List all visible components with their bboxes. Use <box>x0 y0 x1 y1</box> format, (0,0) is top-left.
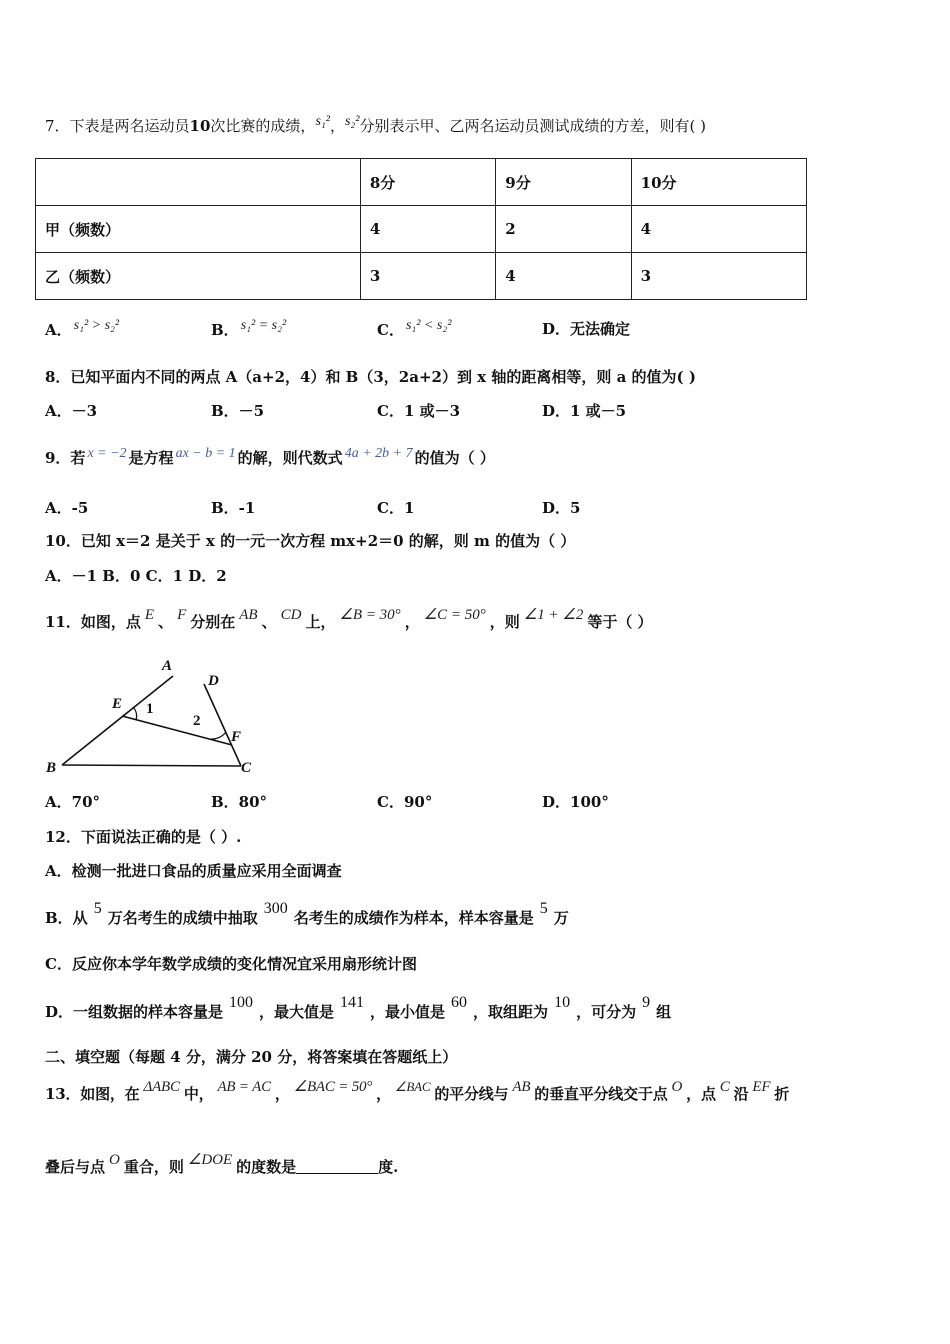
angle-2-arc <box>210 732 226 739</box>
q13-text: 度. <box>378 1158 399 1176</box>
q9-text: 的解，则代数式 <box>237 449 343 467</box>
table-cell: 4 <box>631 206 806 253</box>
q11-text: ，则 <box>489 613 520 631</box>
q12-number: 9 <box>642 994 651 1011</box>
label-b: B <box>46 760 57 776</box>
q11-math: F <box>177 607 187 623</box>
q13-text: 的度数是 <box>236 1158 297 1176</box>
q13-text: 折 <box>774 1085 790 1103</box>
table-header-row <box>36 159 807 206</box>
q8-option-d: D．1 或－5 <box>542 402 627 420</box>
q12-text: ，最小值是 <box>370 1003 446 1021</box>
q12-text: 组 <box>656 1003 672 1021</box>
q11-text: ， <box>404 613 420 631</box>
q7-sep: ， <box>329 117 345 135</box>
q11-text: 上， <box>305 613 336 631</box>
q12-text: D．一组数据的样本容量是 <box>45 1003 224 1021</box>
q11-option-b: B．80° <box>211 793 268 811</box>
q11-math: AB <box>239 607 258 623</box>
q11-text: 11．如图，点 <box>45 613 141 631</box>
table-row <box>36 253 807 300</box>
q7-option-d <box>542 318 630 339</box>
q13-math: C <box>719 1079 730 1095</box>
q12-text: ，最大值是 <box>259 1003 335 1021</box>
option-math: s₁² < s₂² <box>405 318 452 333</box>
q7-text: 次比赛的成绩， <box>210 117 316 135</box>
q11-math: CD <box>280 607 302 623</box>
answer-blank[interactable] <box>296 1159 378 1174</box>
option-label: B． <box>211 321 239 339</box>
q11-text: 分别在 <box>190 613 236 631</box>
q13-text: 叠后与点 <box>45 1158 106 1176</box>
option-label: C． <box>377 321 404 339</box>
q10-options: A．－1 B．0 C．1 D．2 <box>45 567 227 585</box>
q12-number: 5 <box>93 900 102 917</box>
q9-option-b: B．-1 <box>211 499 256 517</box>
table-header-cell: 8分 <box>360 159 495 206</box>
q13-text: ， <box>376 1085 391 1103</box>
q7-stem <box>45 114 706 136</box>
q10-stem: 10．已知 x＝2 是关于 x 的一元一次方程 mx+2＝0 的解，则 m 的值为（ ） <box>45 532 576 550</box>
option-math: s₁² > s₂² <box>73 318 120 333</box>
q13-text: 中， <box>183 1085 214 1103</box>
table-cell: 4 <box>360 206 495 253</box>
table-header-cell <box>36 159 361 206</box>
q12-number: 10 <box>554 994 571 1011</box>
table-cell: 乙（频数） <box>36 253 361 300</box>
q11-figure <box>40 652 270 782</box>
table-header-cell: 10分 <box>631 159 806 206</box>
q11-text: 等于（ ） <box>587 613 653 631</box>
q11-text: 、 <box>158 613 174 631</box>
label-d: D <box>208 673 219 689</box>
label-f: F <box>231 729 242 745</box>
q9-text: 是方程 <box>128 449 174 467</box>
q13-math: ∠BAC = 50° <box>293 1079 373 1095</box>
option-label: D．无法确定 <box>542 320 631 338</box>
q12-number: 60 <box>451 994 468 1011</box>
label-angle-2: 2 <box>193 713 201 729</box>
line-dc <box>204 684 241 766</box>
q8-option-c: C．1 或－3 <box>377 402 461 420</box>
q12-number: 141 <box>340 994 365 1011</box>
q12-text: ，可分为 <box>576 1003 637 1021</box>
q13-text: 重合，则 <box>123 1158 184 1176</box>
q12-option-d <box>45 994 671 1022</box>
q11-text: 、 <box>261 613 277 631</box>
q12-option-c: C．反应你本学年数学成绩的变化情况宜采用扇形统计图 <box>45 955 417 973</box>
q13-text: ，点 <box>686 1085 716 1103</box>
q11-math: ∠C = 50° <box>423 607 486 623</box>
q13-text: 的平分线与 <box>434 1085 509 1103</box>
q9-stem <box>45 446 495 468</box>
q12-text: 万名考生的成绩中抽取 <box>107 909 258 927</box>
q11-math: E <box>144 607 155 623</box>
option-math: s₁² = s₂² <box>240 318 287 333</box>
table-cell: 甲（频数） <box>36 206 361 253</box>
label-c: C <box>241 760 252 776</box>
q8-option-b: B．－5 <box>211 402 265 420</box>
q12-number: 100 <box>229 994 254 1011</box>
q12-text: ，取组距为 <box>473 1003 549 1021</box>
q9-text: 9．若 <box>45 449 86 467</box>
option-label: A． <box>45 321 72 339</box>
q9-math: ax − b = 1 <box>175 446 236 461</box>
q7-s2-symbol: s₂² <box>344 114 360 129</box>
q7-option-a <box>45 318 121 340</box>
q12-text: 万 <box>553 909 569 927</box>
q13-text: ， <box>274 1085 290 1103</box>
q13-text: 的垂直平分线交于点 <box>534 1085 668 1103</box>
q9-text: 的值为（ ） <box>414 449 495 467</box>
q12-option-a: A．检测一批进口食品的质量应采用全面调查 <box>45 862 342 880</box>
angle-1-arc <box>133 707 137 720</box>
q12-number: 5 <box>539 900 548 917</box>
q11-stem <box>45 605 653 632</box>
q9-option-c: C．1 <box>377 499 415 517</box>
line-bc <box>62 765 241 766</box>
section-heading: 二、填空题（每题 4 分，满分 20 分，将答案填在答题纸上） <box>45 1048 458 1066</box>
q13-math: ∠BAC <box>394 1079 431 1094</box>
q13-stem-line2 <box>45 1150 398 1177</box>
q13-math: ΔABC <box>143 1079 180 1095</box>
label-e: E <box>112 696 123 712</box>
q13-text: 13．如图，在 <box>45 1085 140 1103</box>
table-cell: 4 <box>496 253 631 300</box>
q12-stem: 12．下面说法正确的是（ ）. <box>45 828 242 846</box>
q7-option-b <box>211 318 288 340</box>
table-cell: 2 <box>496 206 631 253</box>
q11-option-a: A．70° <box>45 793 101 811</box>
q8-option-a: A．－3 <box>45 402 98 420</box>
q13-math: AB <box>512 1079 531 1095</box>
q7-s1-symbol: s₁² <box>315 114 330 129</box>
table-header-cell: 9分 <box>496 159 631 206</box>
label-a: A <box>162 658 173 674</box>
q12-number: 300 <box>263 900 288 917</box>
q13-math: O <box>109 1152 120 1168</box>
q13-math: AB = AC <box>217 1079 271 1095</box>
q13-stem <box>45 1077 789 1104</box>
q11-math: ∠B = 30° <box>339 607 401 623</box>
q13-math: EF <box>752 1079 771 1095</box>
q12-text: B．从 <box>45 909 88 927</box>
q7-option-c <box>377 318 453 340</box>
q13-text: 沿 <box>733 1085 749 1103</box>
q12-option-b <box>45 900 569 928</box>
q9-option-d: D．5 <box>542 499 581 517</box>
q13-math: O <box>671 1079 683 1095</box>
table-cell: 3 <box>360 253 495 300</box>
q7-count: 10 <box>189 117 211 135</box>
q7-score-table <box>35 158 807 300</box>
q12-text: 名考生的成绩作为样本，样本容量是 <box>293 909 534 927</box>
q11-math: ∠1 + ∠2 <box>523 607 584 623</box>
q7-text: 分别表示甲、乙两名运动员测试成绩的方差，则有( ) <box>359 117 706 135</box>
line-ba <box>62 676 173 765</box>
q11-option-c: C．90° <box>377 793 433 811</box>
table-cell: 3 <box>631 253 806 300</box>
q11-option-d: D．100° <box>542 793 609 811</box>
q7-text: 7．下表是两名运动员 <box>45 117 190 135</box>
line-ef <box>122 716 232 745</box>
q9-math: x = −2 <box>87 446 127 461</box>
q9-math: 4a + 2b + 7 <box>344 446 413 461</box>
q8-stem: 8．已知平面内不同的两点 A（a+2，4）和 B（3，2a+2）到 x 轴的距离相等，则 a 的值为( ) <box>45 368 696 386</box>
q9-option-a: A．-5 <box>45 499 89 517</box>
q13-math: ∠DOE <box>187 1152 233 1168</box>
label-angle-1: 1 <box>146 701 154 717</box>
table-row <box>36 206 807 253</box>
